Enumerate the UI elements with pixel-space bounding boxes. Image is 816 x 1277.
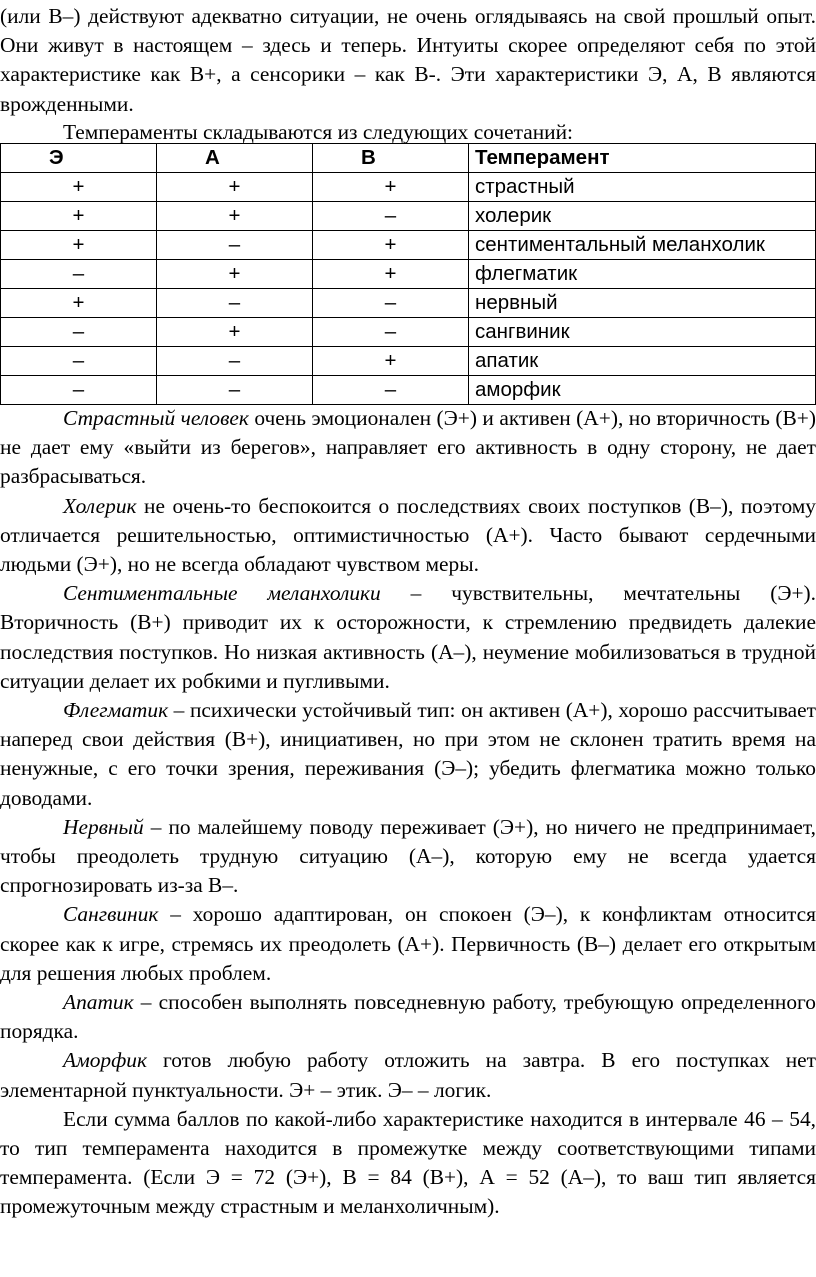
cell-v: – [313,318,469,347]
cell-a: + [157,202,313,231]
header-a: А [157,144,313,173]
cell-v: – [313,202,469,231]
cell-temperament: аморфик [469,376,816,405]
description-text: – способен выполнять повседневную работу, требующую определенного порядка. [0,990,816,1044]
description-paragraph [0,579,816,696]
description-text: – чувствительны, мечтательны (Э+). Вторичность (В+) приводит их к осторожности, к стремлению предвидеть далекие последствия поступков. Но низкая активность (А–), неумение мобилизоваться в трудной ситуации делает их робкими и пугливыми. [0,581,816,693]
description-term: Апатик [63,990,134,1015]
cell-v: – [313,289,469,318]
cell-v: + [313,260,469,289]
cell-v: + [313,231,469,260]
description-paragraph [0,988,816,1046]
description-paragraph [0,404,816,492]
cell-a: + [157,173,313,202]
final-paragraph: Если сумма баллов по какой-либо характеристике находится в интервале 46 – 54, то тип темперамента находится в промежутке между соответствующими типами темперамента. (Если Э = 72 (Э+), В = 84 (В+), А = 52 (А–), то ваш тип является промежуточным между страстным и меланхоличным). [0,1106,816,1219]
header-e: Э [1,144,157,173]
header-v: В [313,144,469,173]
description-text: – психически устойчивый тип: он активен (А+), хорошо рассчитывает наперед свои действия (В+), инициативен, но при этом не склонен тратить время на ненужные, с его точки зрения, переживания (Э–); убедить флегматика можно только доводами. [0,698,816,810]
description-text: – по малейшему поводу переживает (Э+), но ничего не предпринимает, чтобы преодолеть трудную ситуацию (А–), которую ему не всегда удается спрогнозировать из-за В–. [0,814,816,898]
cell-e: – [1,376,157,405]
cell-e: + [1,173,157,202]
cell-v: + [313,347,469,376]
description-term: Сентиментальные меланхолики [63,581,381,606]
table-header-row [1,144,816,173]
description-paragraph [0,696,816,813]
description-paragraph [0,492,816,580]
description-term: Страстный человек [63,406,249,430]
description-text: – хорошо адаптирован, он спокоен (Э–), к конфликтам относится скорее как к игре, стремясь их преодолеть (А+). Первичность (В–) делает его открытым для решения любых проблем. [0,902,816,985]
description-term: Аморфик [63,1048,147,1073]
cell-e: – [1,347,157,376]
table-row [1,289,816,318]
temperament-table [0,143,816,405]
table-row [1,173,816,202]
description-text: очень эмоционален (Э+) и активен (А+), но вторичность (В+) не дает ему «выйти из берегов», направляет его активность в одну сторону, не дает разбрасываться. [0,406,816,489]
description-term: Нервный [63,814,144,839]
description-term: Холерик [63,493,137,518]
cell-temperament: страстный [469,173,816,202]
cell-v: + [313,173,469,202]
cell-a: – [157,347,313,376]
cell-a: – [157,376,313,405]
cell-temperament: сентиментальный меланхолик [469,231,816,260]
description-term: Флегматик [63,698,169,723]
cell-temperament: апатик [469,347,816,376]
cell-e: – [1,260,157,289]
cell-a: + [157,260,313,289]
table-intro: Темпераменты складываются из следующих сочетаний: [63,120,573,144]
header-temperament: Темперамент [469,144,816,173]
description-paragraph [0,1046,816,1104]
description-paragraph [0,813,816,901]
temperament-descriptions [0,404,816,1222]
table-row [1,231,816,260]
description-text: не очень-то беспокоится о последствиях своих поступков (В–), поэтому отличается решительностью, оптимистичностью (А+). Часто бывают сердечными людьми (Э+), но не всегда обладают чувством меры. [0,493,816,577]
cell-temperament: нервный [469,289,816,318]
cell-a: – [157,289,313,318]
table-row [1,260,816,289]
table-row [1,318,816,347]
cell-temperament: флегматик [469,260,816,289]
cell-temperament: холерик [469,202,816,231]
top-paragraph: (или В–) действуют адекватно ситуации, не очень оглядываясь на свой прошлый опыт. Они живут в настоящем – здесь и теперь. Интуиты скорее определяют себя по этой характеристике как В+, а сенсорики – как В-. Эти характеристики Э, А, В являются врожденными. [0,4,816,116]
cell-e: – [1,318,157,347]
cell-e: + [1,289,157,318]
table-row [1,376,816,405]
cell-e: + [1,231,157,260]
table-row [1,347,816,376]
table-row [1,202,816,231]
description-text: готов любую работу отложить на завтра. В его поступках нет элементарной пунктуальности. Э+ – этик. Э– – логик. [0,1048,816,1102]
description-term: Сангвиник [63,902,159,927]
cell-a: + [157,318,313,347]
cell-v: – [313,376,469,405]
cell-temperament: сангвиник [469,318,816,347]
description-paragraph [0,900,816,988]
cell-e: + [1,202,157,231]
cell-a: – [157,231,313,260]
